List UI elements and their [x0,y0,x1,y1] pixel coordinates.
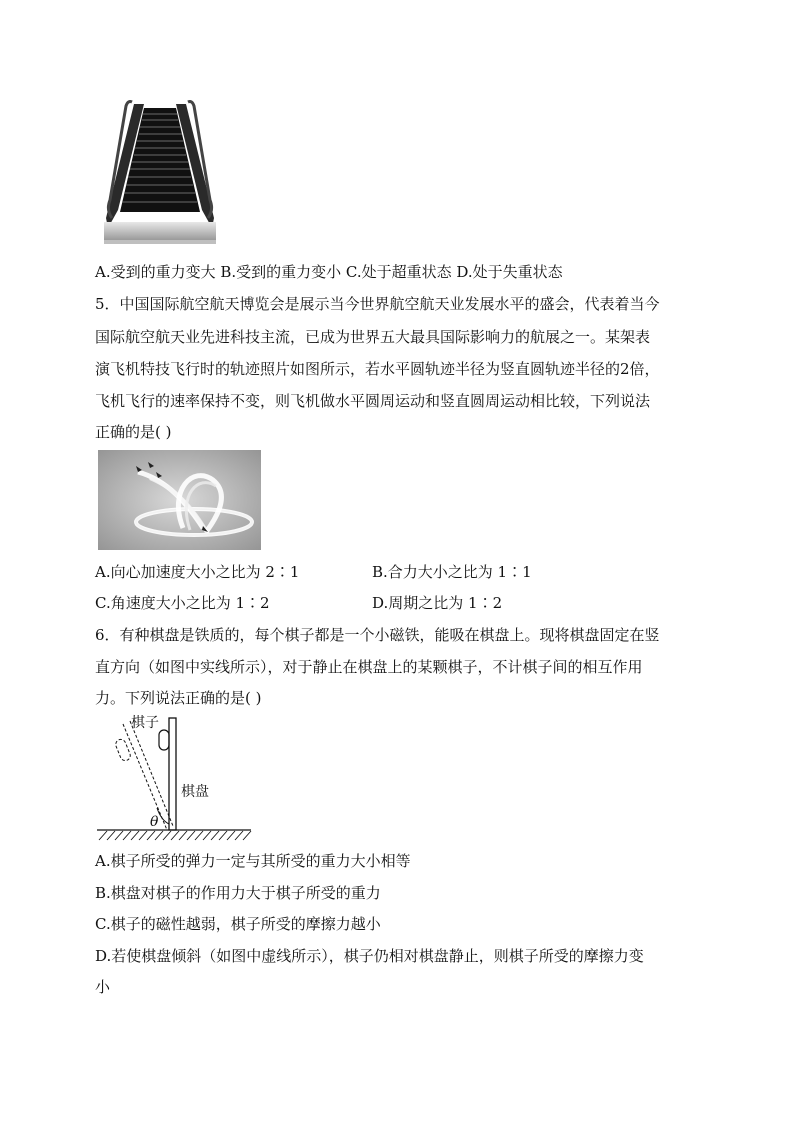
q5-option-d: D.周期之比为 1∶2 [372,594,503,612]
q6-option-c: C.棋子的磁性越弱，棋子所受的摩擦力越小 [95,915,381,933]
escalator-figure [104,100,216,248]
q4-options: A.受到的重力变大 B.受到的重力变小 C.处于超重状态 D.处于失重状态 [95,263,563,281]
chessboard-diagram [95,712,255,842]
q6-option-a: A.棋子所受的弹力一定与其所受的重力大小相等 [95,852,411,870]
q5-option-b: B.合力大小之比为 1∶1 [372,563,532,581]
q5-stem-line-1: 5．中国国际航空航天博览会是展示当今世界航空航天业发展水平的盛会，代表着当今 [95,295,660,313]
airshow-photo [98,450,261,550]
label-theta: θ [150,814,159,830]
q5-option-c: C.角速度大小之比为 1∶2 [95,594,270,612]
airshow-figure [98,450,261,550]
q6-option-d-line-2: 小 [95,978,111,996]
q5-stem-line-3: 演飞机特技飞行时的轨迹照片如图所示，若水平圆轨迹半径为竖直圆轨迹半径的2倍， [95,360,660,378]
label-piece: 棋子 [131,715,159,731]
q6-stem-line-3: 力。下列说法正确的是( ) [95,689,262,707]
q5-stem-line-2: 国际航空航天业先进科技主流，已成为世界五大最具国际影响力的航展之一。某架表 [95,328,651,346]
q5-stem-line-5: 正确的是( ) [95,423,172,441]
escalator-image [104,100,216,248]
q5-stem-line-4: 飞机飞行的速率保持不变，则飞机做水平圆周运动和竖直圆周运动相比较，下列说法 [95,392,651,410]
q6-option-b: B.棋盘对棋子的作用力大于棋子所受的重力 [95,884,381,902]
q6-stem-line-2: 直方向（如图中实线所示），对于静止在棋盘上的某颗棋子，不计棋子间的相互作用 [95,658,643,676]
q6-option-d-line-1: D.若使棋盘倾斜（如图中虚线所示），棋子仍相对棋盘静止，则棋子所受的摩擦力变 [95,947,644,965]
label-board: 棋盘 [181,784,209,800]
q5-option-a: A.向心加速度大小之比为 2∶1 [95,563,300,581]
q6-stem-line-1: 6．有种棋盘是铁质的，每个棋子都是一个小磁铁，能吸在棋盘上。现将棋盘固定在竖 [95,626,660,644]
chessboard-figure [95,712,255,842]
